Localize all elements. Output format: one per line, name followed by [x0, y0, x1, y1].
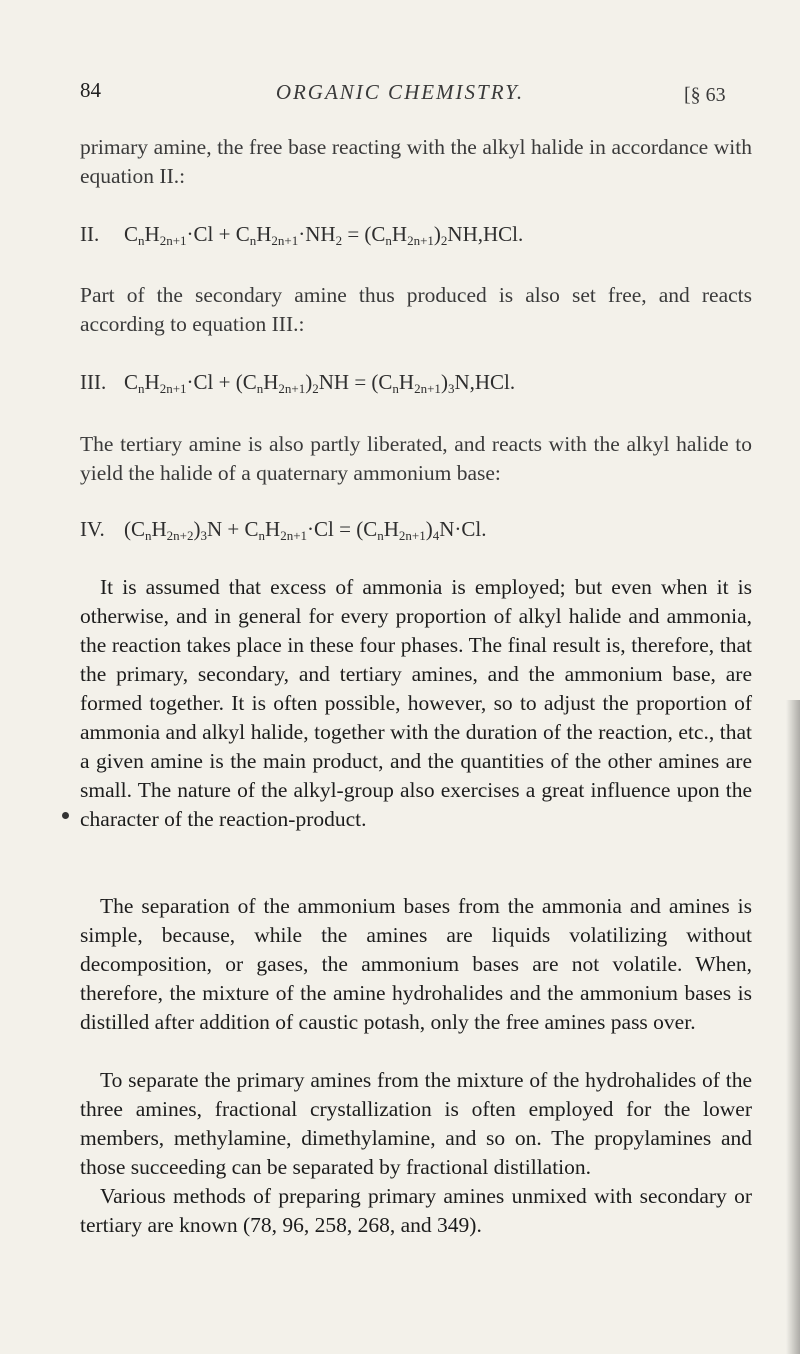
page-number: 84 — [80, 78, 101, 102]
equation-III: III. $C_nH_{2n+1}\cdot Cl + (C_nH_{2n+1})_2NH = (C_nH_{2n+1})_3N,HCl$. — [80, 370, 516, 396]
paragraph-primary-amine: primary amine, the free base reacting with the alkyl halide in accordance with equation II.: — [80, 135, 752, 188]
paragraph-four-phases: It is assumed that excess of ammonia is employed; but even when it is otherwise, and in general for every proportion of alkyl halide and ammonia, the reaction takes place in these four phases. The final result is, therefore, that the primary, secondary, and tertiary amines, and the ammonium base, are formed together. It is often possible, however, so to adjust the proportion of ammonia and alkyl halide, together with the duration of the reaction, etc., that a given amine is the main product, and the quantities of the other amines are small. The nature of the alkyl-group also exercises a great influence upon the character of the reaction-product. — [80, 575, 752, 831]
equation-label: IV. — [80, 517, 105, 541]
equation-II: II. $C_nH_{2n+1}\cdot Cl + C_nH_{2n+1}\cdot NH_2 = (C_nH_{2n+1})_2NH,HCl$. — [80, 222, 524, 248]
page-edge-shadow — [786, 700, 800, 1354]
running-title: ORGANIC CHEMISTRY. — [275, 80, 525, 104]
equation-IV: IV. $(C_nH_{2n+2})_3N + C_nH_{2n+1}\cdot Cl = (C_nH_{2n+1})_4N\cdot Cl$. — [80, 517, 487, 543]
paragraph-separation-primary: To separate the primary amines from the mixture of the hydrohalides of the three amines, fractional crystallization is often employed for the lower members, methylamine, dimethylamine, and so on. The propylamines and those succeeding can be separated by fractional distillation. — [80, 1068, 752, 1179]
paragraph-secondary-amine: Part of the secondary amine thus produced is also set free, and reacts according to equation III.: — [80, 283, 752, 336]
paragraph-separation-ammonium: The separation of the ammonium bases from the ammonia and amines is simple, because, while the amines are liquids volatilizing without decomposition, or gases, the ammonium bases are not volatile. When, therefore, the mixture of the amine hydrohalides and the ammonium bases is distilled after addition of caustic potash, only the free amines pass over. — [80, 894, 752, 1034]
equation-label: III. — [80, 370, 107, 394]
section-reference: [§ 63 — [684, 84, 726, 106]
paragraph-preparation-methods: Various methods of preparing primary amines unmixed with secondary or tertiary are known (78, 96, 258, 268, and 349). — [80, 1184, 752, 1237]
equation-label: II. — [80, 222, 100, 246]
margin-mark — [62, 812, 69, 819]
paragraph-tertiary-amine: The tertiary amine is also partly liberated, and reacts with the alkyl halide to yield the halide of a quaternary ammonium base: — [80, 432, 752, 485]
